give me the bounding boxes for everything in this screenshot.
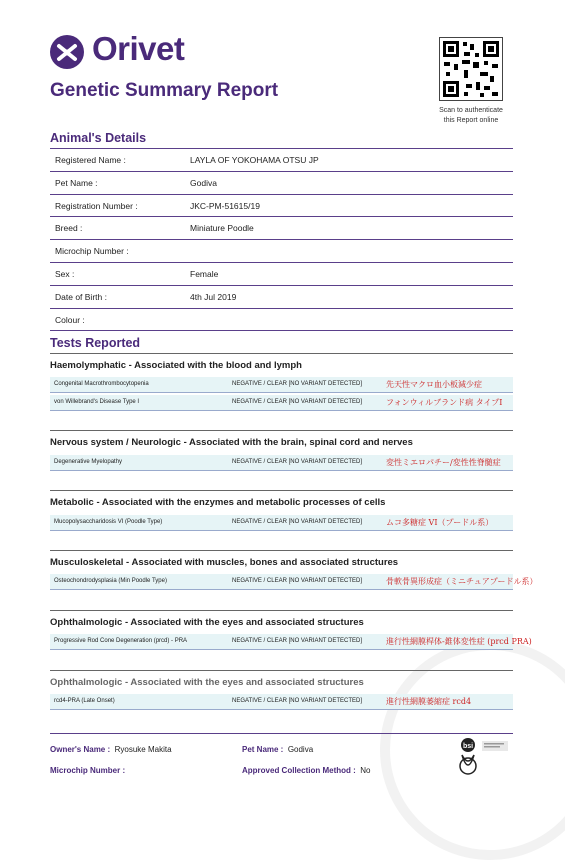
detail-value: JKC-PM-51615/19 xyxy=(190,200,260,211)
test-name: Mucopolysaccharidosis VI (Poodle Type) xyxy=(54,519,163,525)
test-name: rcd4-PRA (Late Onset) xyxy=(54,698,115,704)
test-name: Congenital Macrothrombocytopenia xyxy=(54,381,149,387)
detail-label: Breed : xyxy=(55,223,83,234)
test-name-jp: 進行性網膜桿体-錐体変性症 (prcd PRA) xyxy=(386,637,532,646)
footer-pet-name xyxy=(242,739,313,757)
detail-label: Microchip Number : xyxy=(55,246,129,257)
qr-caption-line1: Scan to authenticate xyxy=(439,107,503,114)
detail-label: Pet Name : xyxy=(55,177,98,188)
divider xyxy=(50,610,513,611)
test-result: NEGATIVE / CLEAR [NO VARIANT DETECTED] xyxy=(232,381,363,387)
category-title: Haemolymphatic - Associated with the blood and lymph xyxy=(50,360,302,371)
orivet-logo-icon xyxy=(50,35,84,69)
test-name-jp: フォンウィルブランド病 タイプⅠ xyxy=(386,398,503,407)
test-name: Osteochondrodysplasia (Min Poodle Type) xyxy=(54,578,167,584)
detail-value: Godiva xyxy=(190,177,217,188)
detail-row xyxy=(50,239,513,263)
detail-row xyxy=(50,171,513,195)
test-row xyxy=(50,574,538,590)
owner-name-label: Owner's Name : xyxy=(50,745,111,754)
divider xyxy=(50,550,513,551)
animal-details-heading: Animal's Details xyxy=(50,131,147,145)
owner-name xyxy=(50,739,172,757)
detail-row xyxy=(50,194,513,218)
collection-method xyxy=(242,760,370,778)
tests-reported-heading: Tests Reported xyxy=(50,336,141,350)
divider xyxy=(50,490,513,491)
category-title: Ophthalmologic - Associated with the eyes and associated structures xyxy=(50,677,364,688)
test-result: NEGATIVE / CLEAR [NO VARIANT DETECTED] xyxy=(232,638,363,644)
qr-caption-line2: this Report online xyxy=(443,117,499,124)
pet-name-label: Pet Name : xyxy=(242,745,284,754)
detail-row xyxy=(50,308,513,332)
category-title: Ophthalmologic - Associated with the eyes and associated structures xyxy=(50,617,364,628)
animal-details-table xyxy=(50,148,513,330)
test-result: NEGATIVE / CLEAR [NO VARIANT DETECTED] xyxy=(232,459,363,465)
test-result: NEGATIVE / CLEAR [NO VARIANT DETECTED] xyxy=(232,578,363,584)
test-name-jp: 変性ミエロパチー/変性性脊髄症 xyxy=(386,458,501,467)
detail-row xyxy=(50,262,513,286)
test-result: NEGATIVE / CLEAR [NO VARIANT DETECTED] xyxy=(232,399,363,405)
test-name-jp: 進行性網膜萎縮症 rcd4 xyxy=(386,697,472,706)
collection-method-value: No xyxy=(360,766,371,775)
detail-row xyxy=(50,216,513,240)
test-result: NEGATIVE / CLEAR [NO VARIANT DETECTED] xyxy=(232,698,363,704)
test-name: Progressive Rod Cone Degeneration (prcd) - PRA xyxy=(54,638,188,644)
footer-microchip xyxy=(50,760,125,778)
bsi-text: bsi xyxy=(462,743,474,750)
test-name-jp: 骨軟骨異形成症（ミニチュアプードル系） xyxy=(386,577,538,586)
detail-value: Miniature Poodle xyxy=(190,223,254,234)
microchip-label: Microchip Number : xyxy=(50,766,126,775)
test-name: Degenerative Myelopathy xyxy=(54,459,123,465)
detail-label: Registered Name : xyxy=(55,155,126,165)
divider xyxy=(50,670,513,671)
report-title: Genetic Summary Report xyxy=(50,80,279,101)
category-title: Nervous system / Neurologic - Associated with the brain, spinal cord and nerves xyxy=(50,437,413,448)
bsi-certification-icon xyxy=(458,737,513,777)
detail-value: Female xyxy=(190,268,219,279)
category-title: Metabolic - Associated with the enzymes and metabolic processes of cells xyxy=(50,497,386,508)
test-row xyxy=(50,455,513,471)
detail-label: Colour : xyxy=(55,314,85,325)
test-name: von Willebrand's Disease Type I xyxy=(54,399,140,405)
test-row xyxy=(50,515,513,531)
qr-code-icon[interactable] xyxy=(439,37,503,101)
divider xyxy=(50,353,513,354)
test-name-jp: ムコ多糖症 VI（プードル系） xyxy=(386,518,494,527)
category-title: Musculoskeletal - Associated with muscles, bones and associated structures xyxy=(50,557,399,568)
test-row xyxy=(50,377,513,393)
test-row xyxy=(50,634,532,650)
collection-method-label: Approved Collection Method : xyxy=(242,766,356,775)
detail-value: 4th Jul 2019 xyxy=(190,291,237,302)
detail-label: Date of Birth : xyxy=(55,291,107,302)
test-result: NEGATIVE / CLEAR [NO VARIANT DETECTED] xyxy=(232,519,363,525)
detail-row xyxy=(50,285,513,309)
qr-caption xyxy=(425,106,517,126)
detail-label: Sex : xyxy=(55,268,75,279)
owner-name-value: Ryosuke Makita xyxy=(114,745,172,754)
pet-name-value: Godiva xyxy=(287,745,314,754)
test-name-jp: 先天性マクロ血小板減少症 xyxy=(386,380,482,389)
divider xyxy=(50,430,513,431)
test-row xyxy=(50,395,513,411)
test-row xyxy=(50,694,513,710)
detail-value: LAYLA OF YOKOHAMA OTSU JP xyxy=(190,155,319,165)
detail-row xyxy=(50,148,513,172)
brand-name: Orivet xyxy=(92,30,185,67)
footer-divider xyxy=(50,733,513,734)
detail-label: Registration Number : xyxy=(55,200,138,211)
